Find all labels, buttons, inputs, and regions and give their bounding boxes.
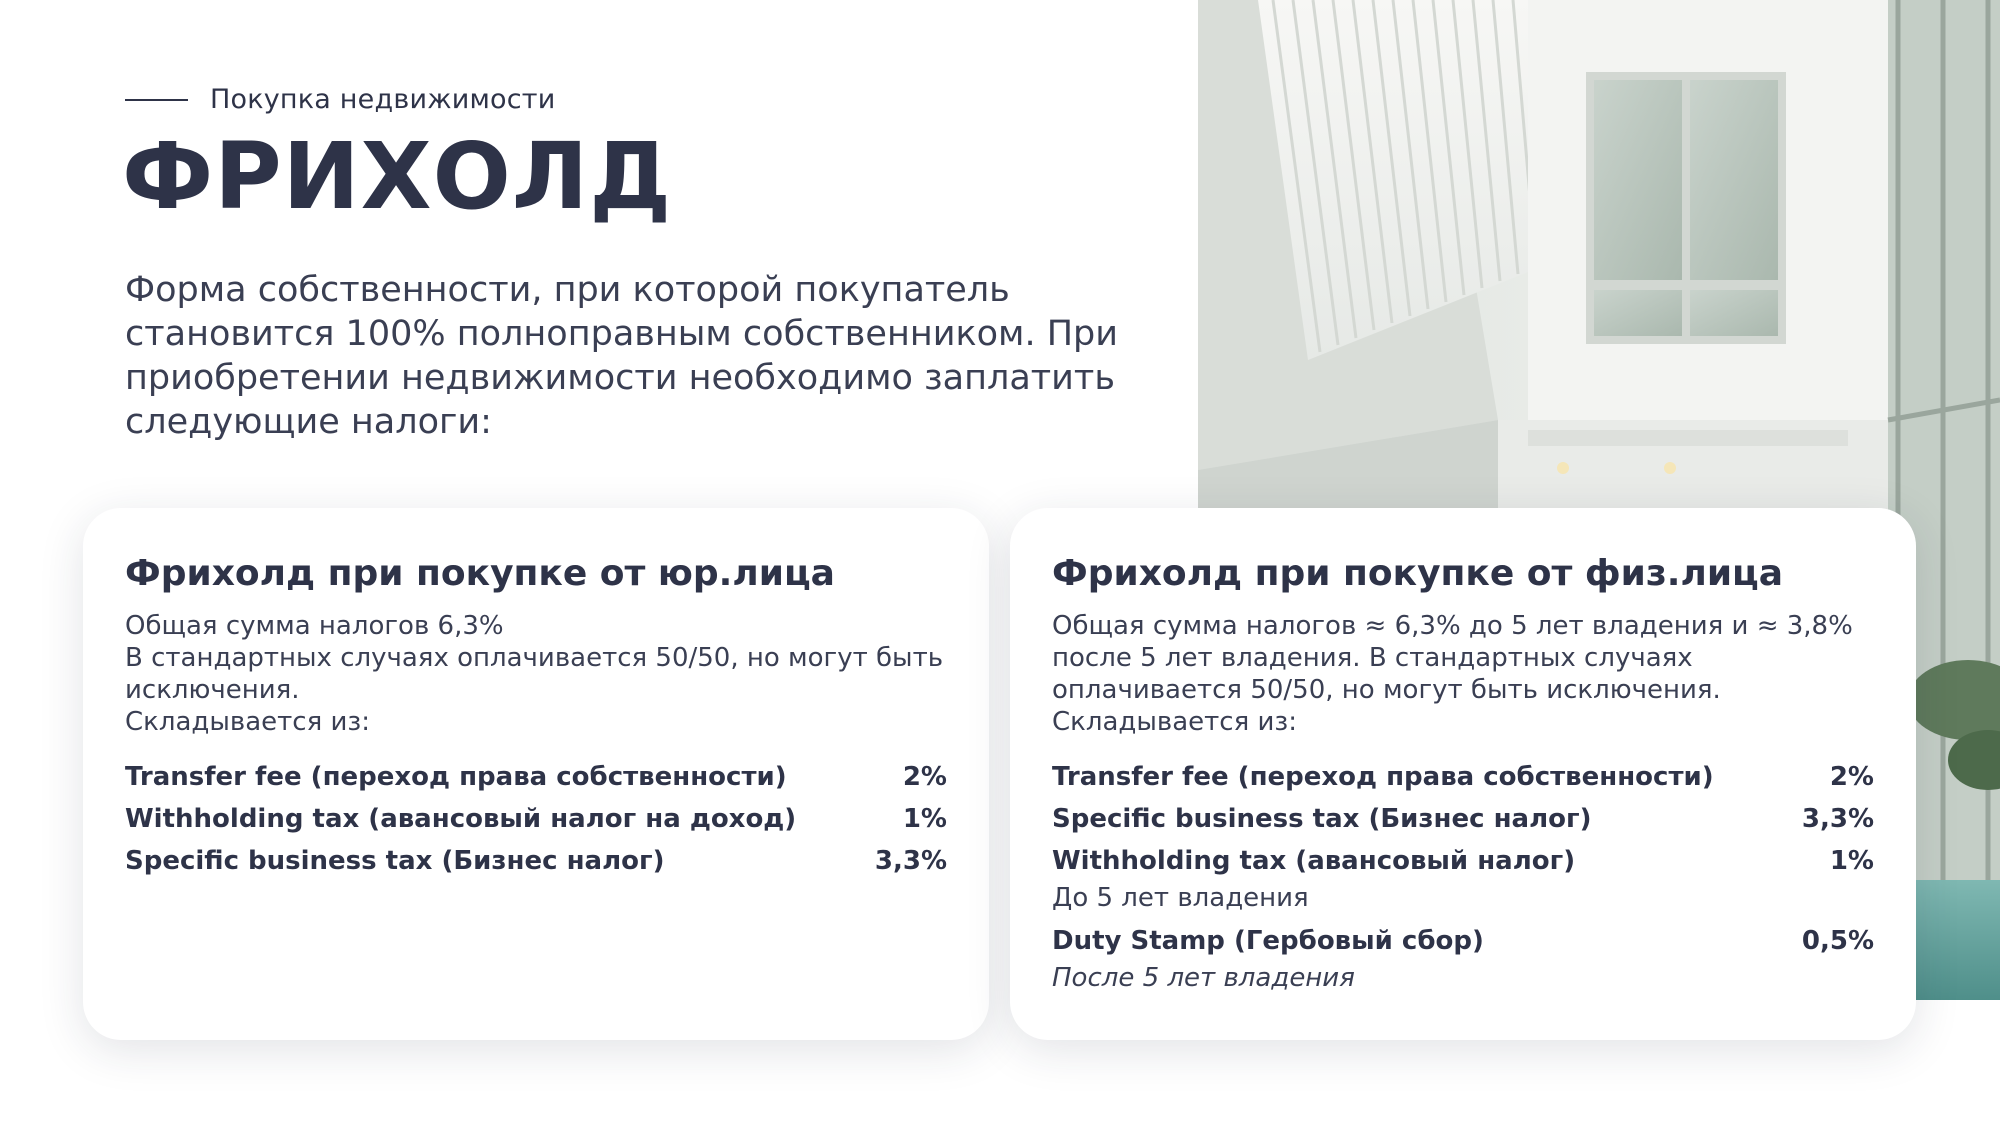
section-eyebrow	[125, 84, 555, 115]
tax-row-withholding-tax	[125, 798, 947, 840]
tax-name: Specific business tax (Бизнес налог)	[125, 846, 665, 877]
tax-name: Specific business tax (Бизнес налог)	[1052, 804, 1592, 835]
total-tax-text: Общая сумма налогов ≈ 6,3% до 5 лет владения и ≈ 3,8% после 5 лет владения. В стандартных случаях оплачивается 50/50, но могут быть исключения.	[1052, 611, 1853, 706]
tax-name: Withholding tax (авансовый налог)	[1052, 846, 1576, 877]
tax-name: Transfer fee (переход права собственности)	[1052, 762, 1714, 793]
page-title: ФРИХОЛД	[122, 123, 673, 230]
tax-list	[125, 756, 947, 882]
note-under-5-years: До 5 лет владения	[1052, 883, 1309, 914]
tax-row-withholding-tax	[1052, 840, 1874, 882]
card-legal-entity	[83, 508, 989, 1040]
tax-list	[1052, 756, 1874, 994]
composition-label: Складывается из:	[125, 707, 370, 738]
tax-name: Withholding tax (авансовый налог на доход)	[125, 804, 797, 835]
card-individual	[1010, 508, 1916, 1040]
tax-name: Transfer fee (переход права собственности)	[125, 762, 787, 793]
tax-row-transfer-fee	[125, 756, 947, 798]
eyebrow-text: Покупка недвижимости	[210, 84, 556, 115]
card-description	[1052, 610, 1874, 738]
card-description	[125, 610, 947, 738]
tax-row-business-tax	[125, 840, 947, 882]
card-title: Фрихолд при покупке от юр.лица	[125, 553, 835, 594]
tax-row-transfer-fee	[1052, 756, 1874, 798]
tax-value: 3,3%	[874, 846, 947, 877]
note-after-5-years: После 5 лет владения	[1052, 963, 1355, 994]
total-tax-text: Общая сумма налогов 6,3%	[125, 611, 504, 642]
tax-value: 1%	[1829, 846, 1874, 877]
tax-value: 3,3%	[1801, 804, 1874, 835]
tax-name: Duty Stamp (Гербовый сбор)	[1052, 926, 1484, 957]
payment-split-text: В стандартных случаях оплачивается 50/50, но могут быть исключения.	[125, 643, 944, 706]
card-title: Фрихолд при покупке от физ.лица	[1052, 553, 1784, 594]
tax-value: 1%	[902, 804, 947, 835]
composition-label: Складывается из:	[1052, 707, 1297, 738]
tax-row-duty-stamp	[1052, 920, 1874, 962]
tax-value: 2%	[902, 762, 947, 793]
tax-value: 2%	[1829, 762, 1874, 793]
tax-value: 0,5%	[1801, 926, 1874, 957]
eyebrow-divider	[125, 99, 188, 101]
intro-text: Форма собственности, при которой покупатель становится 100% полноправным собственником. При приобретении недвижимости необходимо заплатить следующие налоги:	[125, 270, 1118, 442]
tax-row-business-tax	[1052, 798, 1874, 840]
